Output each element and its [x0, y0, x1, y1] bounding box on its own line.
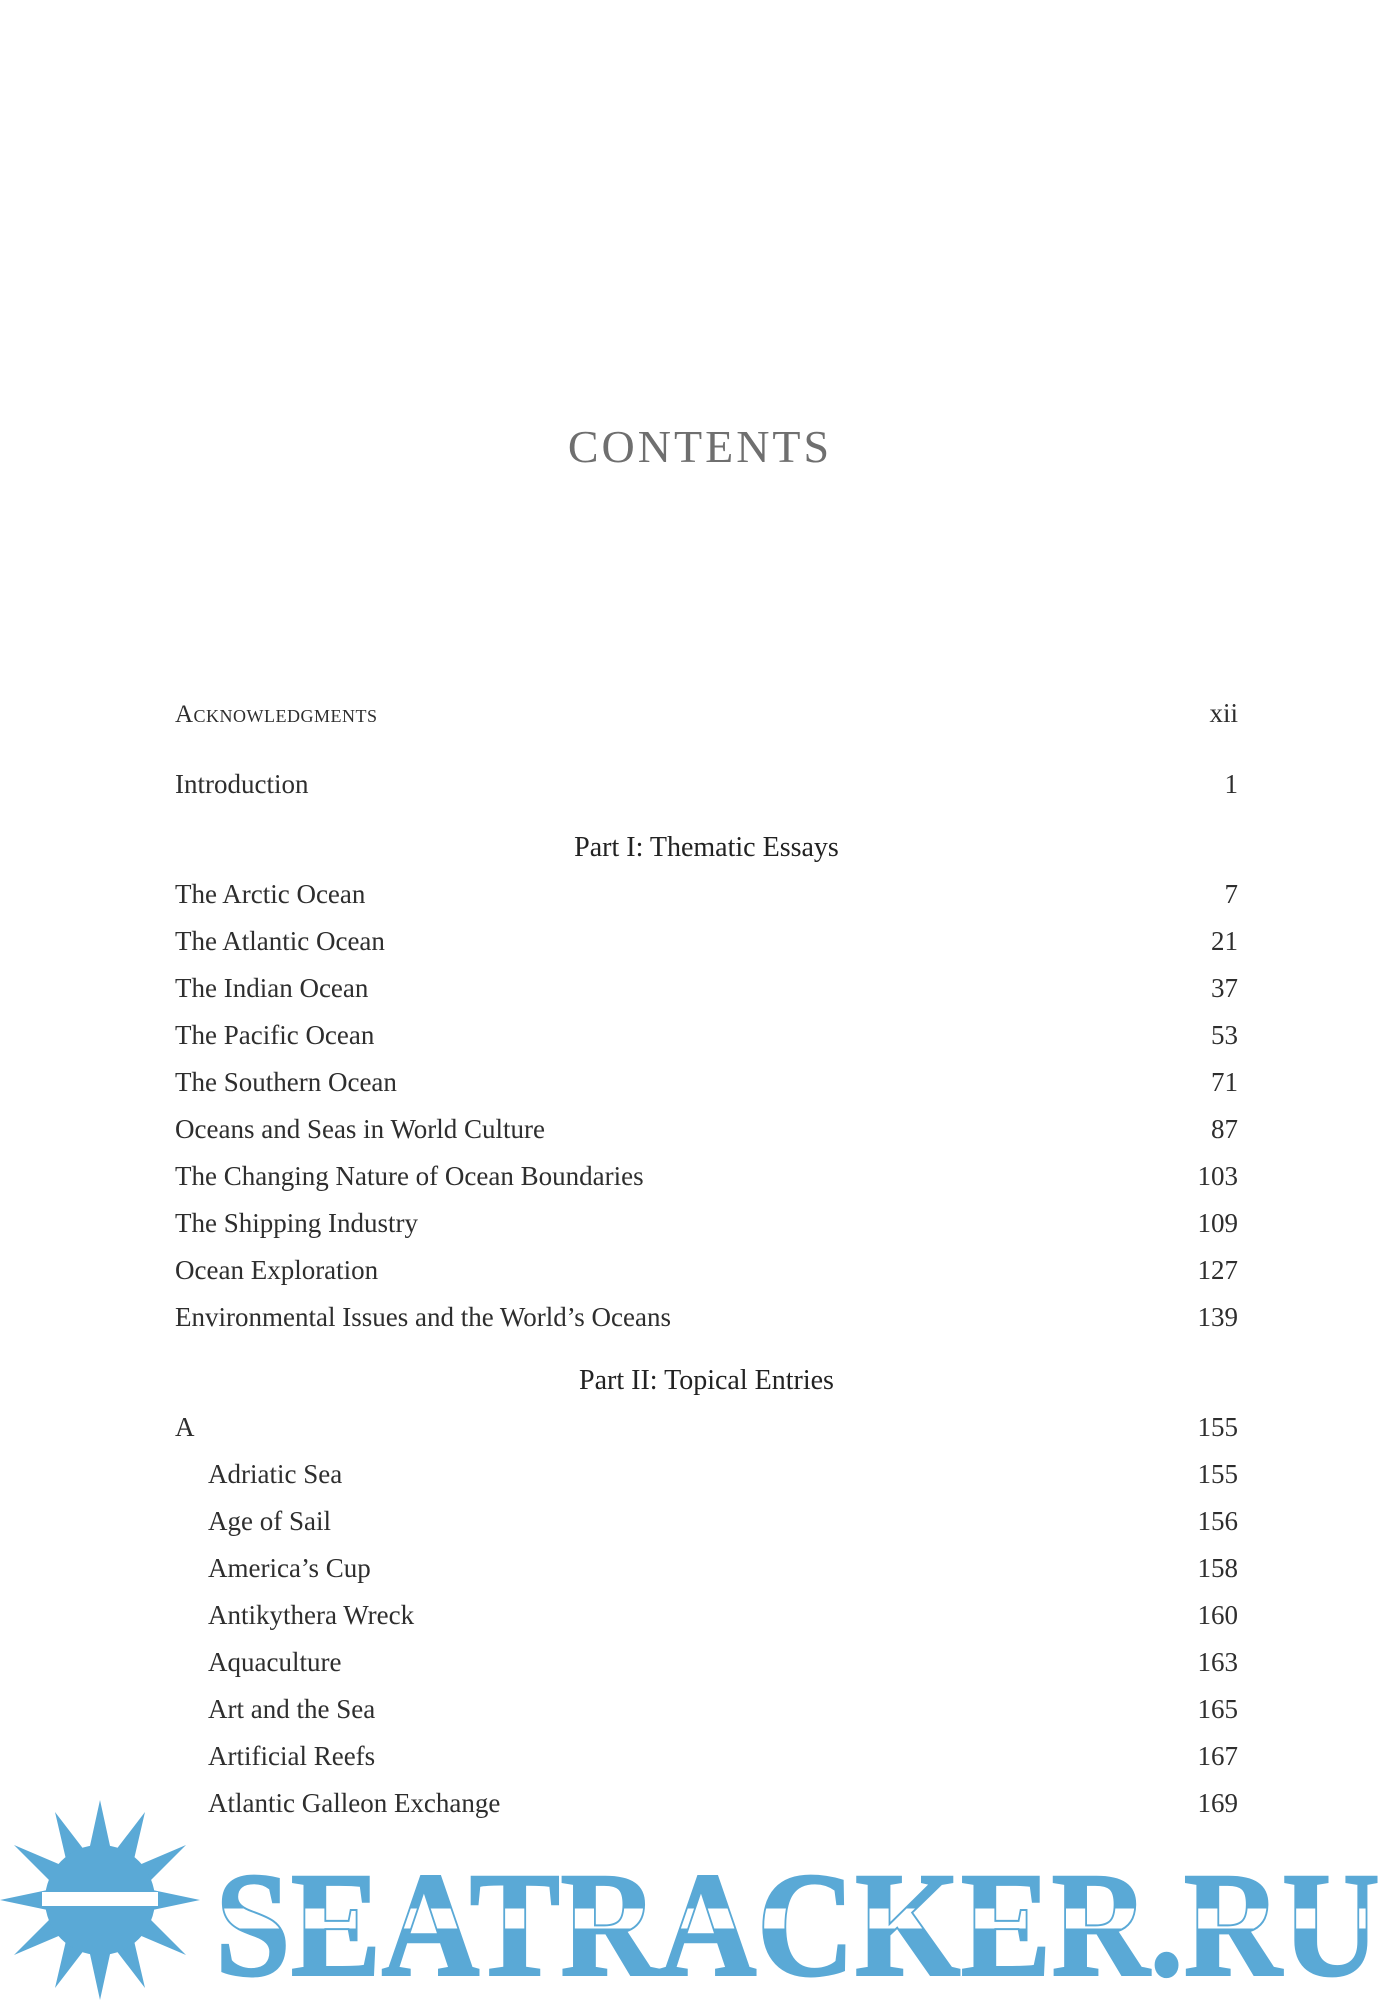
- toc-row[interactable]: [175, 1639, 1238, 1686]
- watermark: [0, 1790, 1400, 2000]
- toc-row[interactable]: [175, 871, 1238, 918]
- watermark-text: SEATRACKER.RU: [215, 1842, 1380, 2000]
- toc-row[interactable]: [175, 1200, 1238, 1247]
- toc-label: Oceans and Seas in World Culture: [175, 1114, 545, 1144]
- toc-row[interactable]: [175, 1106, 1238, 1153]
- toc-page: 109: [1197, 1208, 1238, 1238]
- toc-row[interactable]: [175, 1592, 1238, 1639]
- toc-page: 71: [1211, 1067, 1238, 1097]
- toc-label: The Indian Ocean: [175, 973, 369, 1003]
- toc-page: 169: [1197, 1788, 1238, 1818]
- toc-page: 163: [1197, 1647, 1238, 1677]
- toc-row[interactable]: [175, 1545, 1238, 1592]
- toc-row[interactable]: [175, 1153, 1238, 1200]
- toc-page: 158: [1197, 1553, 1238, 1583]
- toc-page: 53: [1211, 1020, 1238, 1050]
- toc-row-introduction[interactable]: [175, 761, 1238, 808]
- toc-label: The Changing Nature of Ocean Boundaries: [175, 1161, 644, 1191]
- toc-page: 7: [1224, 879, 1238, 909]
- toc-page: 127: [1197, 1255, 1238, 1285]
- toc-row[interactable]: [175, 1012, 1238, 1059]
- toc-label: Ocean Exploration: [175, 1255, 379, 1285]
- toc-section-label: A: [175, 1412, 195, 1442]
- toc-page: 139: [1197, 1302, 1238, 1332]
- toc-label: Atlantic Galleon Exchange: [208, 1788, 501, 1818]
- toc-page: 167: [1197, 1741, 1238, 1771]
- toc-label: Adriatic Sea: [208, 1459, 343, 1489]
- toc-row[interactable]: [175, 1294, 1238, 1341]
- toc-label: Aquaculture: [208, 1647, 342, 1677]
- toc-row[interactable]: [175, 1498, 1238, 1545]
- sun-logo-icon: [0, 1800, 200, 2000]
- toc-label: Introduction: [175, 769, 309, 799]
- toc-page: 37: [1211, 973, 1238, 1003]
- toc-page: 156: [1197, 1506, 1238, 1536]
- toc-page: 103: [1197, 1161, 1238, 1191]
- toc-page: 160: [1197, 1600, 1238, 1630]
- toc-label: America’s Cup: [208, 1553, 371, 1583]
- toc-row[interactable]: [175, 1247, 1238, 1294]
- toc-label: Environmental Issues and the World’s Oceans: [175, 1302, 671, 1332]
- toc-label: The Pacific Ocean: [175, 1020, 375, 1050]
- toc-label: Artificial Reefs: [208, 1741, 376, 1771]
- toc-page: 1: [1224, 769, 1238, 799]
- part-heading-2: Part II: Topical Entries: [579, 1365, 834, 1396]
- toc-label: Age of Sail: [208, 1506, 331, 1536]
- toc-label: The Atlantic Ocean: [175, 926, 385, 956]
- page-title: CONTENTS: [567, 421, 833, 472]
- toc-row-acknowledgments[interactable]: [175, 690, 1238, 737]
- toc-page: 165: [1197, 1694, 1238, 1724]
- toc-page: 87: [1211, 1114, 1238, 1144]
- toc-row[interactable]: [175, 918, 1238, 965]
- toc-row[interactable]: [175, 1451, 1238, 1498]
- part-heading-1: Part I: Thematic Essays: [574, 832, 839, 863]
- toc-label: The Shipping Industry: [175, 1208, 418, 1238]
- toc-page: 21: [1211, 926, 1238, 956]
- toc-label: Acknowledgments: [175, 701, 378, 728]
- toc-label: The Southern Ocean: [175, 1067, 397, 1097]
- toc-row[interactable]: [175, 1059, 1238, 1106]
- toc-label: Antikythera Wreck: [208, 1600, 415, 1630]
- toc-page: xii: [1209, 698, 1238, 728]
- toc-section-row[interactable]: [175, 1404, 1238, 1451]
- toc-label: Art and the Sea: [208, 1694, 376, 1724]
- toc-row[interactable]: [175, 1686, 1238, 1733]
- toc-row[interactable]: [175, 1733, 1238, 1780]
- toc-label: The Arctic Ocean: [175, 879, 366, 909]
- toc-page: 155: [1197, 1412, 1238, 1442]
- toc-page: 155: [1197, 1459, 1238, 1489]
- table-of-contents: [175, 690, 1238, 1827]
- toc-row[interactable]: [175, 965, 1238, 1012]
